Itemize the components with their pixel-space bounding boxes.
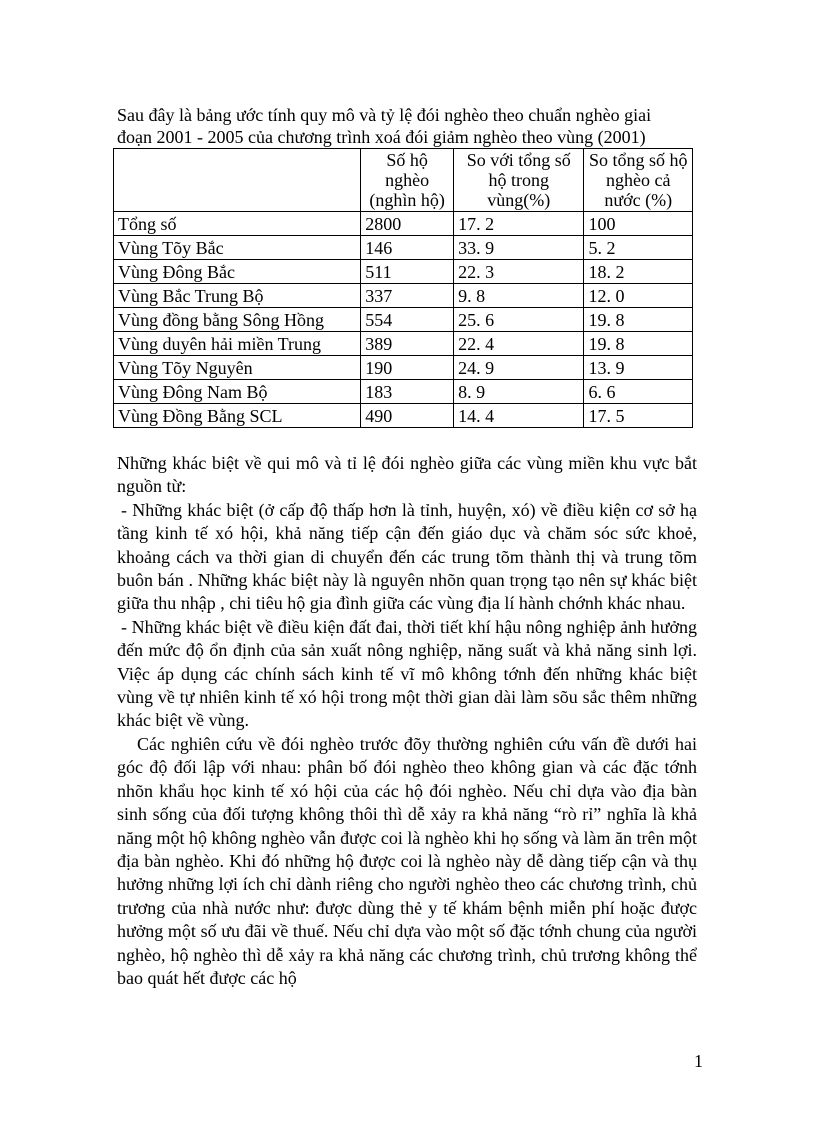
header-region xyxy=(114,149,361,212)
table-row xyxy=(114,404,693,428)
cell-region: Vùng Bắc Trung Bộ xyxy=(114,284,361,308)
paragraph-intro: Những khác biệt về qui mô và tỉ lệ đói nghèo giữa các vùng miền khu vực bắt nguồn từ: xyxy=(117,453,697,497)
table-row xyxy=(114,212,693,236)
paragraph-research: Các nghiên cứu về đói nghèo trước đõy thường nghiên cứu vấn đề dưới hai góc độ đối lập với nhau: phân bố đói nghèo theo không gian và các đặc tớnh nhõn khẩu học kinh tế xó hội của các hộ đói nghèo. Nếu chỉ dựa vào địa bàn sinh sống của đối tượng không thôi thì dễ xảy ra khả năng “rò rỉ” nghĩa là khả năng một hộ không nghèo vẫn được coi là nghèo khi họ sống và làm ăn trên một địa bàn nghèo. Khi đó những hộ được coi là nghèo này dễ dàng tiếp cận và thụ hưởng những lợi ích chỉ dành riêng cho người nghèo theo các chương trình, chủ trương của nhà nước như: được dùng thẻ y tế khám bệnh miễn phí hoặc được hưởng một số ưu đãi về thuế. Nếu chỉ dựa vào một số đặc tớnh chung của người nghèo, hộ nghèo thì dễ xảy ra khả năng các chương trình, chủ trương không thể bao quát hết được các hộ xyxy=(117,733,697,988)
cell-households: 183 xyxy=(361,380,454,404)
cell-pct-region: 33. 9 xyxy=(454,236,584,260)
cell-pct-country: 19. 8 xyxy=(584,308,693,332)
cell-region: Vùng Tõy Nguyên xyxy=(114,356,361,380)
table-row xyxy=(114,236,693,260)
table-row xyxy=(114,332,693,356)
header-households: Số hộ nghèo (nghìn hộ) xyxy=(361,149,454,212)
cell-households: 490 xyxy=(361,404,454,428)
table-header-row xyxy=(114,149,693,212)
body-text xyxy=(117,452,697,990)
cell-region: Vùng Đông Nam Bộ xyxy=(114,380,361,404)
cell-pct-region: 17. 2 xyxy=(454,212,584,236)
cell-households: 554 xyxy=(361,308,454,332)
cell-pct-region: 22. 4 xyxy=(454,332,584,356)
cell-households: 511 xyxy=(361,260,454,284)
cell-region: Tổng số xyxy=(114,212,361,236)
paragraph-bullet-2: - Những khác biệt về điều kiện đất đai, thời tiết khí hậu nông nghiệp ảnh hưởng đến mức độ ổn định của sản xuất nông nghiệp, năng suất và khả năng sinh lợi. Việc áp dụng các chính sách kinh tế vĩ mô không tớnh đến những khác biệt vùng về tự nhiên kinh tế xó hội trong một thời gian dài làm sõu sắc thêm những khác biệt về vùng. xyxy=(117,616,697,731)
page-number: 1 xyxy=(694,1051,703,1071)
cell-region: Vùng duyên hải miền Trung xyxy=(114,332,361,356)
cell-region: Vùng đồng bằng Sông Hồng xyxy=(114,308,361,332)
cell-pct-country: 5. 2 xyxy=(584,236,693,260)
cell-pct-region: 24. 9 xyxy=(454,356,584,380)
cell-pct-region: 9. 8 xyxy=(454,284,584,308)
cell-pct-country: 6. 6 xyxy=(584,380,693,404)
header-pct-country: So tổng số hộ nghèo cả nước (%) xyxy=(584,149,693,212)
cell-pct-region: 25. 6 xyxy=(454,308,584,332)
cell-region: Vùng Tõy Bắc xyxy=(114,236,361,260)
cell-pct-region: 8. 9 xyxy=(454,380,584,404)
header-pct-region: So với tổng số hộ trong vùng(%) xyxy=(454,149,584,212)
cell-pct-region: 14. 4 xyxy=(454,404,584,428)
table-row xyxy=(114,308,693,332)
table-row xyxy=(114,260,693,284)
cell-pct-country: 12. 0 xyxy=(584,284,693,308)
cell-region: Vùng Đông Bắc xyxy=(114,260,361,284)
cell-households: 389 xyxy=(361,332,454,356)
table-row xyxy=(114,284,693,308)
table-row xyxy=(114,356,693,380)
cell-pct-country: 19. 8 xyxy=(584,332,693,356)
cell-pct-region: 22. 3 xyxy=(454,260,584,284)
table-row xyxy=(114,380,693,404)
cell-households: 146 xyxy=(361,236,454,260)
poverty-table xyxy=(113,148,693,428)
cell-pct-country: 13. 9 xyxy=(584,356,693,380)
intro-text: Sau đây là bảng ước tính quy mô và tỷ lệ đói nghèo theo chuẩn nghèo giai đoạn 2001 - 2005 của chương trình xoá đói giảm nghèo theo vùng (2001) xyxy=(117,105,652,147)
cell-pct-country: 17. 5 xyxy=(584,404,693,428)
cell-households: 190 xyxy=(361,356,454,380)
paragraph-bullet-1: - Những khác biệt (ở cấp độ thấp hơn là tỉnh, huyện, xó) về điều kiện cơ sở hạ tầng kinh tế xó hội, khả năng tiếp cận đến giáo dục và chăm sóc sức khoẻ, khoảng cách va thời gian di chuyển đến các trung tõm thành thị và trung tõm buôn bán . Những khác biệt này là nguyên nhõn quan trọng tạo nên sự khác biệt giữa thu nhập , chi tiêu hộ gia đình giữa các vùng địa lí hành chớnh khác nhau. xyxy=(117,499,697,614)
cell-region: Vùng Đồng Bằng SCL xyxy=(114,404,361,428)
cell-pct-country: 18. 2 xyxy=(584,260,693,284)
cell-households: 2800 xyxy=(361,212,454,236)
cell-households: 337 xyxy=(361,284,454,308)
cell-pct-country: 100 xyxy=(584,212,693,236)
